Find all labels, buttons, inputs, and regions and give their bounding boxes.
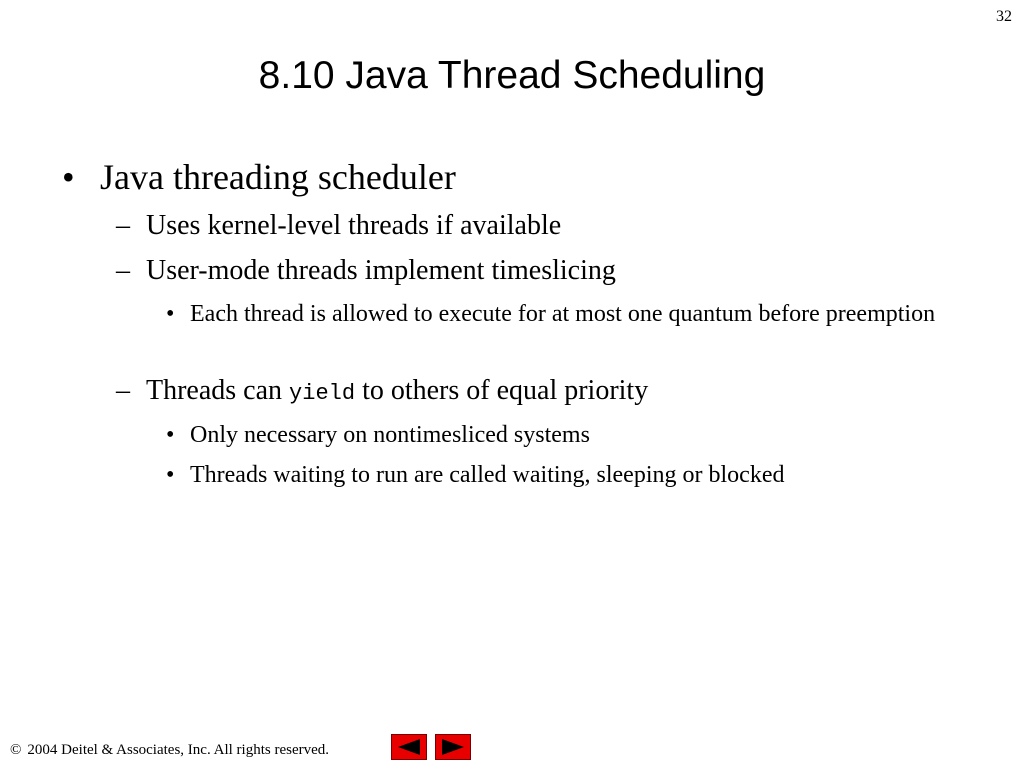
bullet-marker: • (166, 301, 175, 327)
bullet-sub-3-detail-1-text: Only necessary on nontimesliced systems (190, 422, 590, 448)
slide-number: 32 (996, 8, 1012, 25)
bullet-sub-1-text: Uses kernel-level threads if available (146, 210, 562, 241)
bullet-sub-3-before: Threads can (146, 375, 283, 406)
bullet-sub-3-text (146, 375, 648, 407)
bullet-marker: • (62, 157, 75, 197)
dash-marker: – (116, 375, 130, 406)
right-arrow-icon (440, 738, 466, 756)
copyright-symbol: © (10, 742, 22, 758)
footer (10, 742, 329, 759)
bullet-sub-3-detail-2 (166, 458, 956, 492)
bullet-sub-3-detail-2-text: Threads waiting to run are called waiting, sleeping or blocked (190, 462, 785, 488)
yield-code: yield (289, 381, 356, 406)
next-slide-button[interactable] (435, 734, 471, 760)
bullet-sub-2-text: User-mode threads implement timeslicing (146, 255, 616, 286)
bullet-sub-1 (116, 210, 561, 242)
dash-marker: – (116, 210, 130, 241)
bullet-sub-3 (116, 375, 648, 407)
previous-slide-button[interactable] (391, 734, 427, 760)
bullet-sub-2 (116, 255, 616, 287)
bullet-sub-3-detail-1 (166, 418, 956, 452)
slide-title: 8.10 Java Thread Scheduling (258, 54, 766, 97)
navigation (391, 734, 471, 760)
bullet-marker: • (166, 462, 175, 488)
left-arrow-icon (396, 738, 422, 756)
bullet-sub-2-detail-text: Each thread is allowed to execute for at most one quantum before preemption (190, 301, 936, 327)
bullet-sub-3-after: to others of equal priority (362, 375, 649, 406)
dash-marker: – (116, 255, 130, 286)
bullet-marker: • (166, 422, 175, 448)
bullet-main (62, 156, 456, 198)
bullet-main-text: Java threading scheduler (100, 157, 456, 197)
footer-text: 2004 Deitel & Associates, Inc. All rights reserved. (27, 742, 330, 758)
bullet-sub-2-detail (166, 297, 956, 331)
